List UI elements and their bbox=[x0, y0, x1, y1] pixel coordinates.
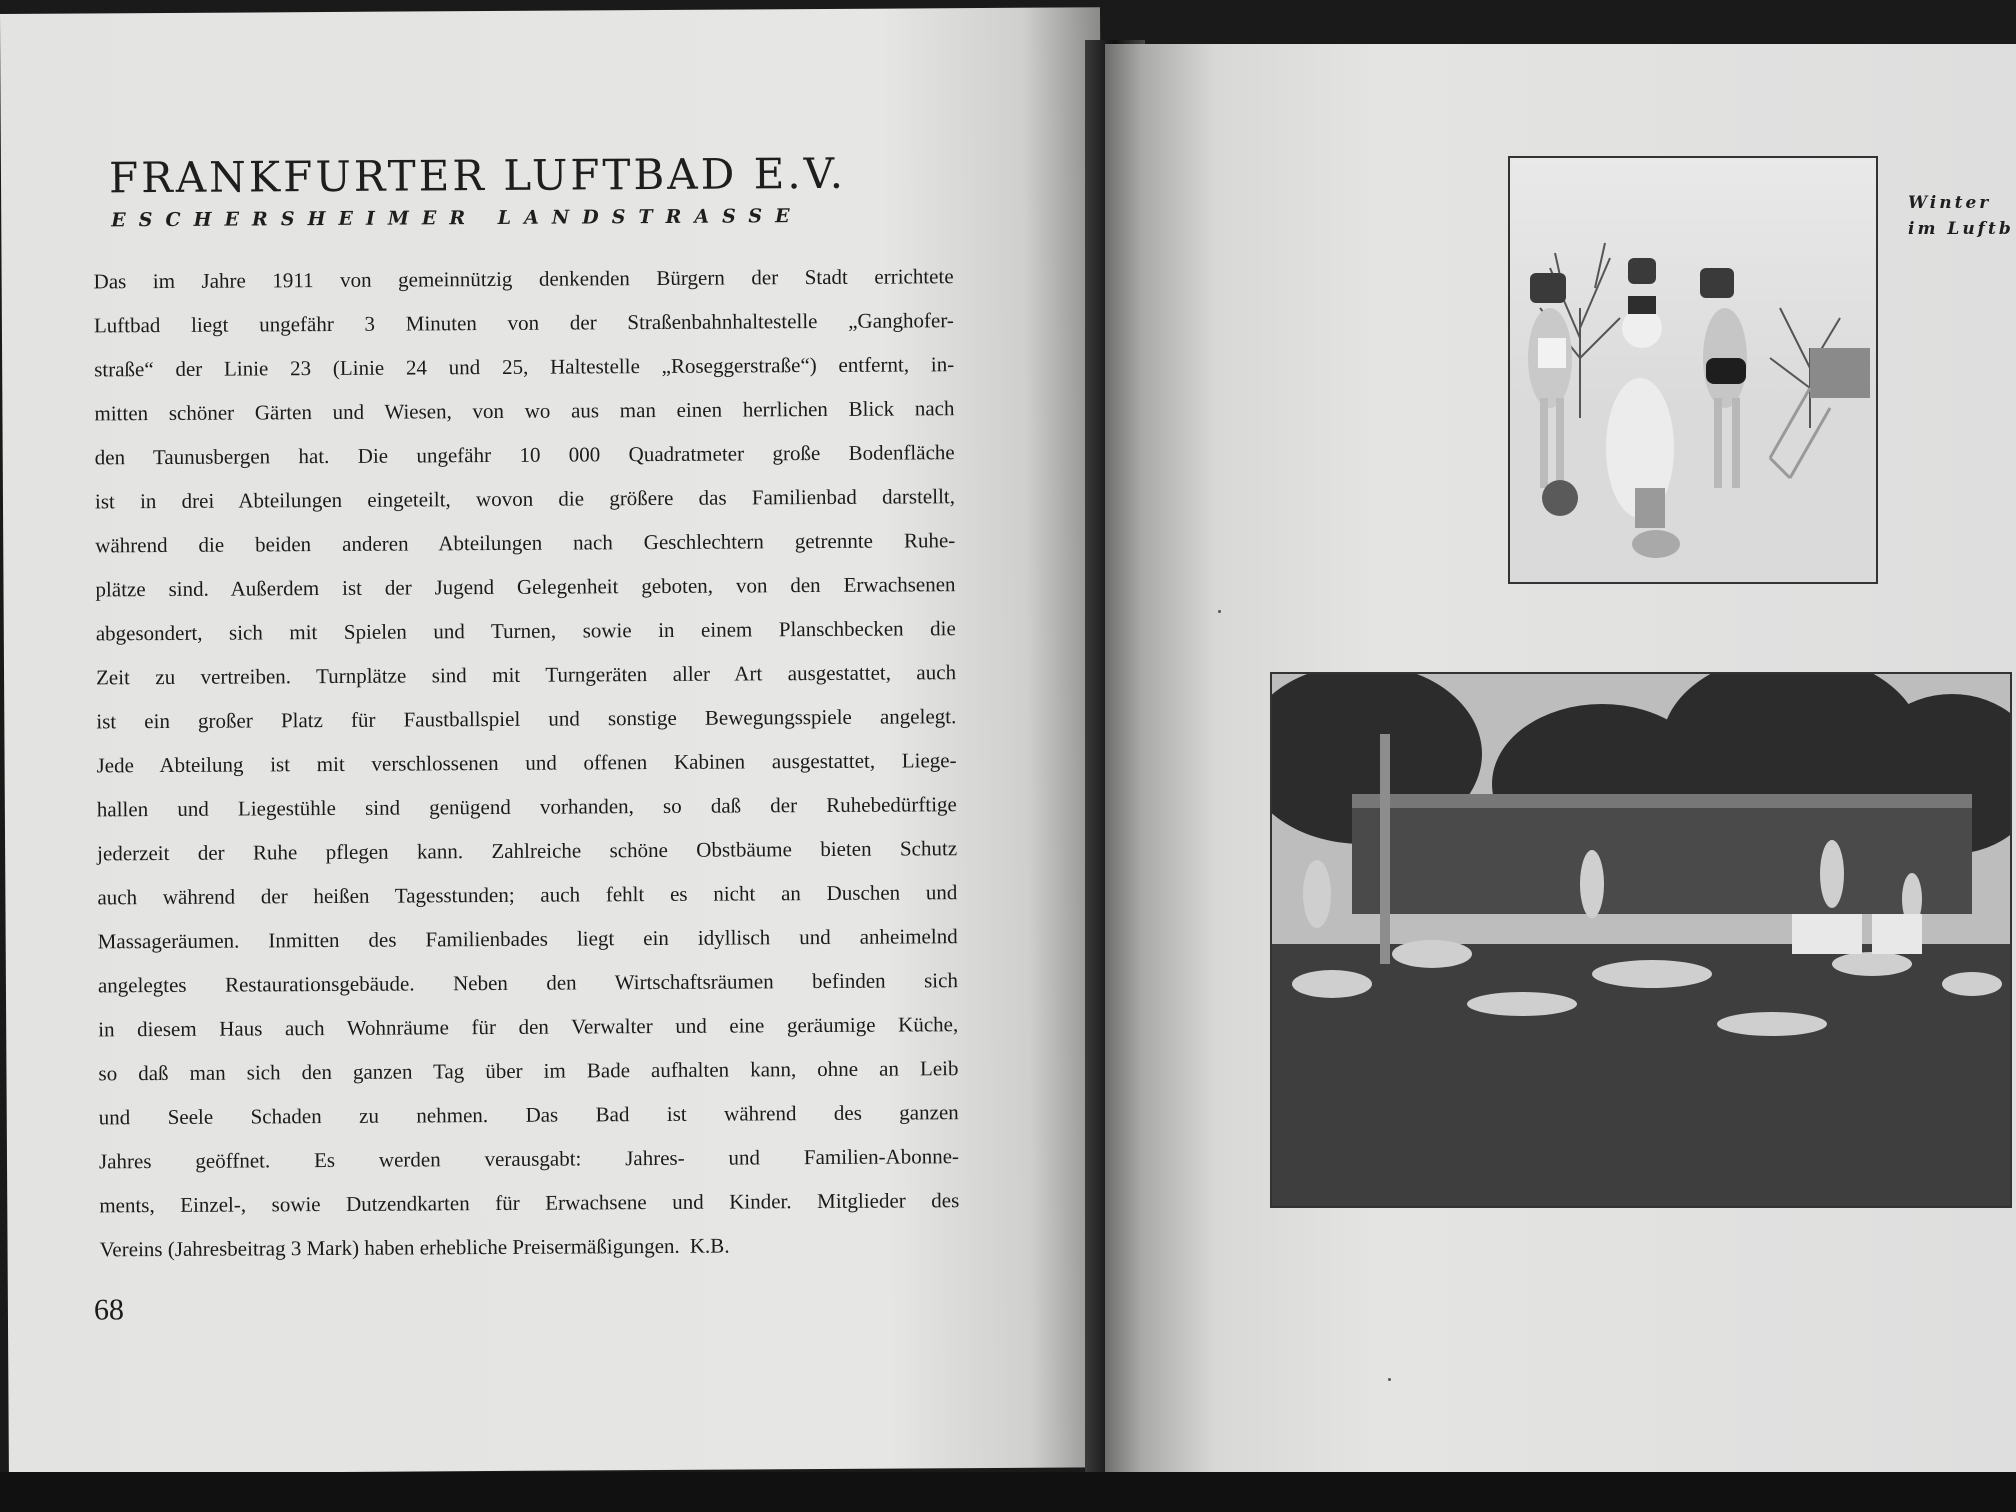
body-line: Luftbad liegt ungefähr 3 Minuten von der Straßenbahnhaltestelle „Ganghofer- bbox=[93, 308, 954, 338]
body-line: hallen und Liegestühle sind genügend vorhanden, so daß der Ruhebedürftige bbox=[96, 792, 957, 822]
body-line: auch während der heißen Tagesstunden; auch fehlt es nicht an Duschen und bbox=[97, 880, 958, 910]
body-line: Das im Jahre 1911 von gemeinnützig denkenden Bürgern der Stadt errichtete bbox=[93, 264, 954, 294]
body-line: Vereins (Jahresbeitrag 3 Mark) haben erhebliche Preisermäßigungen. bbox=[99, 1233, 680, 1262]
caption-line-1: Winter bbox=[1908, 193, 1992, 213]
left-page bbox=[0, 7, 1109, 1474]
paper-speck bbox=[1388, 1378, 1391, 1381]
body-line: so daß man sich den ganzen Tag über im Bade aufhalten kann, ohne an Leib bbox=[98, 1056, 959, 1086]
body-line: ments, Einzel-, sowie Dutzendkarten für Erwachsene und Kinder. Mitglieder des bbox=[99, 1188, 960, 1218]
body-line: Massageräumen. Inmitten des Familienbades liegt ein idyllisch und anheimelnd bbox=[97, 924, 958, 954]
body-line: angelegtes Restaurationsgebäude. Neben den Wirtschaftsräumen befinden sich bbox=[97, 968, 958, 998]
body-line: Jahres geöffnet. Es werden verausgabt: Jahres- und Familien-Abonne- bbox=[98, 1144, 960, 1174]
photo-caption bbox=[1908, 190, 2014, 242]
body-line: Jede Abteilung ist mit verschlossenen und offenen Kabinen ausgestattet, Liege- bbox=[96, 748, 957, 778]
paper-speck bbox=[1218, 610, 1221, 613]
body-line: plätze sind. Außerdem ist der Jugend Gelegenheit geboten, von den Erwachsenen bbox=[95, 572, 956, 602]
body-line: abgesondert, sich mit Spielen und Turnen, sowie in einem Planschbecken die bbox=[95, 616, 956, 646]
winter-snowman-photo bbox=[1508, 156, 1878, 584]
body-line: jederzeit der Ruhe pflegen kann. Zahlreiche schöne Obstbäume bieten Schutz bbox=[97, 836, 958, 866]
body-line-last bbox=[99, 1222, 959, 1271]
body-line: ist in drei Abteilungen eingeteilt, wovon die größere das Familienbad darstellt, bbox=[94, 484, 956, 514]
article-subtitle: ESCHERSHEIMER LANDSTRASSE bbox=[111, 205, 803, 232]
body-line: in diesem Haus auch Wohnräume für den Verwalter und eine geräumige Küche, bbox=[98, 1012, 959, 1042]
body-line: den Taunusbergen hat. Die ungefähr 10 000 Quadratmeter große Bodenfläche bbox=[94, 440, 955, 470]
body-line: mitten schöner Gärten und Wiesen, von wo aus man einen herrlichen Blick nach bbox=[94, 396, 955, 426]
table-surface bbox=[0, 1472, 2016, 1512]
body-line: ist ein großer Platz für Faustballspiel und sonstige Bewegungsspiele angelegt. bbox=[96, 704, 957, 734]
article-title: FRANKFURTER LUFTBAD E.V. bbox=[108, 148, 847, 203]
article-body bbox=[94, 254, 960, 1271]
body-line: und Seele Schaden zu nehmen. Das Bad ist während des ganzen bbox=[98, 1100, 959, 1130]
caption-line-2: im Luftb bbox=[1908, 219, 2014, 239]
summer-garden-photo bbox=[1270, 672, 2012, 1208]
body-line: während die beiden anderen Abteilungen nach Geschlechtern getrennte Ruhe- bbox=[95, 528, 956, 558]
body-line: Zeit zu vertreiben. Turnplätze sind mit Turngeräten aller Art ausgestattet, auch bbox=[95, 660, 957, 690]
body-line: straße“ der Linie 23 (Linie 24 und 25, Haltestelle „Roseggerstraße“) entfernt, in- bbox=[94, 352, 955, 382]
page-number: 68 bbox=[93, 1293, 125, 1327]
author-signature: K.B. bbox=[689, 1233, 730, 1258]
